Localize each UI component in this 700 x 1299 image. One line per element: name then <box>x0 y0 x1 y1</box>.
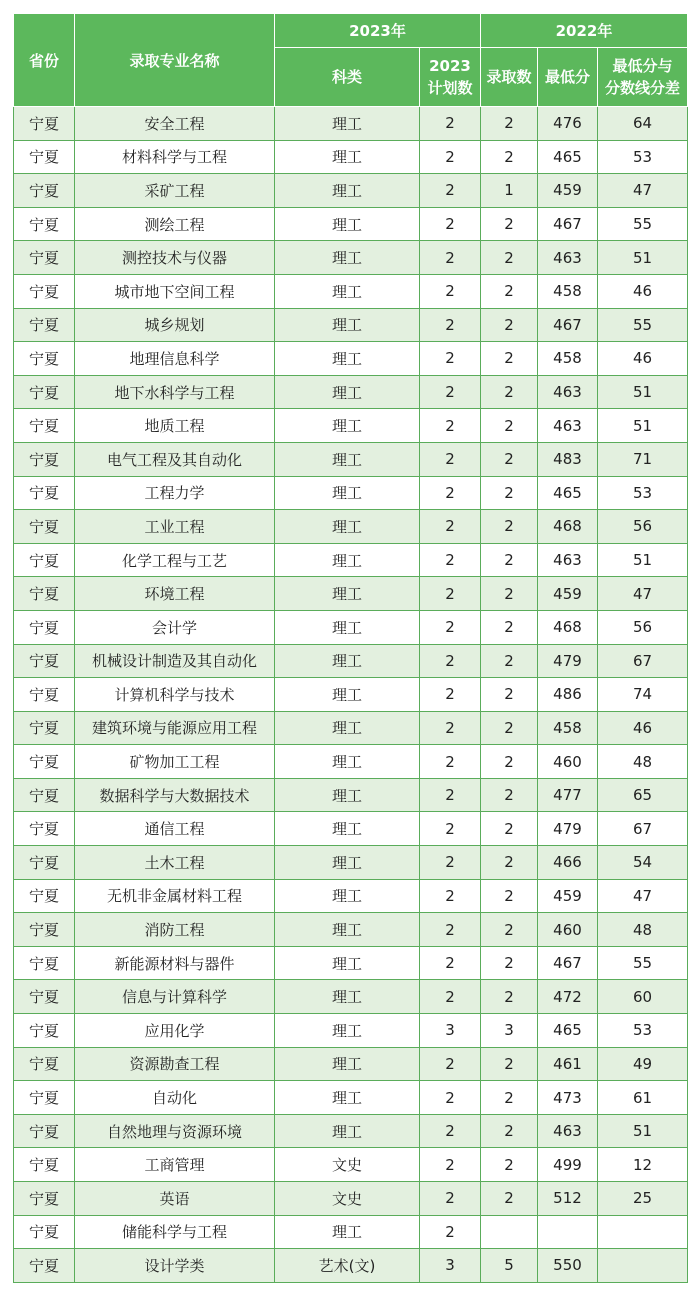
cell-province: 宁夏 <box>14 577 75 611</box>
table-row <box>14 1114 688 1148</box>
cell-min-score: 459 <box>538 879 598 913</box>
cell-category: 理工 <box>275 442 420 476</box>
cell-category: 理工 <box>275 644 420 678</box>
cell-plan: 2 <box>420 879 481 913</box>
cell-plan: 2 <box>420 745 481 779</box>
cell-plan: 2 <box>420 946 481 980</box>
cell-category: 理工 <box>275 510 420 544</box>
cell-major: 采矿工程 <box>75 174 275 208</box>
cell-min-score: 467 <box>538 946 598 980</box>
cell-category: 理工 <box>275 980 420 1014</box>
cell-score-diff: 49 <box>598 1047 688 1081</box>
cell-min-score: 459 <box>538 577 598 611</box>
cell-province: 宁夏 <box>14 1114 75 1148</box>
cell-score-diff: 47 <box>598 174 688 208</box>
table-row <box>14 274 688 308</box>
cell-category: 理工 <box>275 308 420 342</box>
cell-category: 理工 <box>275 375 420 409</box>
cell-major: 英语 <box>75 1182 275 1216</box>
cell-major: 城乡规划 <box>75 308 275 342</box>
cell-province: 宁夏 <box>14 207 75 241</box>
cell-plan: 3 <box>420 1249 481 1283</box>
cell-admitted: 2 <box>481 946 538 980</box>
cell-score-diff: 48 <box>598 913 688 947</box>
cell-score-diff: 64 <box>598 107 688 141</box>
table-row <box>14 207 688 241</box>
cell-plan: 2 <box>420 342 481 376</box>
cell-admitted <box>481 1215 538 1249</box>
cell-category: 理工 <box>275 241 420 275</box>
cell-major: 数据科学与大数据技术 <box>75 778 275 812</box>
cell-major: 电气工程及其自动化 <box>75 442 275 476</box>
cell-admitted: 2 <box>481 980 538 1014</box>
cell-score-diff: 51 <box>598 1114 688 1148</box>
cell-province: 宁夏 <box>14 711 75 745</box>
cell-province: 宁夏 <box>14 107 75 141</box>
cell-plan: 2 <box>420 1182 481 1216</box>
table-row <box>14 946 688 980</box>
cell-plan: 2 <box>420 308 481 342</box>
cell-score-diff: 55 <box>598 946 688 980</box>
cell-major: 计算机科学与技术 <box>75 678 275 712</box>
cell-province: 宁夏 <box>14 241 75 275</box>
table-row <box>14 980 688 1014</box>
cell-province: 宁夏 <box>14 879 75 913</box>
cell-plan: 2 <box>420 174 481 208</box>
cell-admitted: 2 <box>481 812 538 846</box>
cell-major: 会计学 <box>75 610 275 644</box>
cell-major: 安全工程 <box>75 107 275 141</box>
cell-category: 理工 <box>275 107 420 141</box>
cell-plan: 2 <box>420 1081 481 1115</box>
cell-admitted: 2 <box>481 745 538 779</box>
cell-plan: 2 <box>420 1114 481 1148</box>
cell-major: 资源勘查工程 <box>75 1047 275 1081</box>
cell-min-score: 467 <box>538 308 598 342</box>
table-row <box>14 1148 688 1182</box>
header-major: 录取专业名称 <box>75 14 275 107</box>
cell-min-score: 499 <box>538 1148 598 1182</box>
cell-min-score: 463 <box>538 241 598 275</box>
cell-admitted: 2 <box>481 778 538 812</box>
cell-category: 理工 <box>275 1114 420 1148</box>
cell-score-diff: 51 <box>598 543 688 577</box>
table-row <box>14 678 688 712</box>
cell-major: 环境工程 <box>75 577 275 611</box>
cell-plan: 2 <box>420 778 481 812</box>
header-score-diff <box>598 48 688 107</box>
cell-plan: 2 <box>420 610 481 644</box>
cell-min-score: 512 <box>538 1182 598 1216</box>
table-row <box>14 107 688 141</box>
header-admitted: 录取数 <box>481 48 538 107</box>
cell-min-score: 479 <box>538 812 598 846</box>
header-category: 科类 <box>275 48 420 107</box>
cell-score-diff: 56 <box>598 510 688 544</box>
cell-score-diff: 56 <box>598 610 688 644</box>
cell-min-score: 463 <box>538 543 598 577</box>
cell-major: 建筑环境与能源应用工程 <box>75 711 275 745</box>
cell-admitted: 2 <box>481 510 538 544</box>
cell-category: 理工 <box>275 946 420 980</box>
cell-admitted: 2 <box>481 342 538 376</box>
cell-score-diff: 48 <box>598 745 688 779</box>
cell-plan: 2 <box>420 1047 481 1081</box>
cell-admitted: 2 <box>481 577 538 611</box>
cell-plan: 2 <box>420 543 481 577</box>
cell-admitted: 2 <box>481 375 538 409</box>
cell-admitted: 2 <box>481 1148 538 1182</box>
cell-plan: 2 <box>420 140 481 174</box>
cell-admitted: 2 <box>481 442 538 476</box>
table-row <box>14 1081 688 1115</box>
cell-province: 宁夏 <box>14 846 75 880</box>
cell-admitted: 2 <box>481 207 538 241</box>
cell-admitted: 2 <box>481 1081 538 1115</box>
cell-major: 自动化 <box>75 1081 275 1115</box>
cell-min-score: 472 <box>538 980 598 1014</box>
cell-score-diff: 46 <box>598 342 688 376</box>
cell-province: 宁夏 <box>14 1081 75 1115</box>
table-row <box>14 1249 688 1283</box>
cell-category: 理工 <box>275 913 420 947</box>
table-row <box>14 543 688 577</box>
cell-score-diff: 47 <box>598 879 688 913</box>
cell-min-score: 468 <box>538 610 598 644</box>
cell-major: 工程力学 <box>75 476 275 510</box>
cell-province: 宁夏 <box>14 610 75 644</box>
cell-province: 宁夏 <box>14 812 75 846</box>
cell-province: 宁夏 <box>14 140 75 174</box>
cell-province: 宁夏 <box>14 644 75 678</box>
cell-score-diff: 46 <box>598 274 688 308</box>
cell-score-diff: 67 <box>598 812 688 846</box>
cell-plan: 2 <box>420 678 481 712</box>
cell-score-diff: 53 <box>598 140 688 174</box>
cell-province: 宁夏 <box>14 543 75 577</box>
cell-score-diff: 55 <box>598 207 688 241</box>
table-row <box>14 711 688 745</box>
cell-category: 理工 <box>275 140 420 174</box>
cell-plan: 2 <box>420 1148 481 1182</box>
cell-score-diff: 54 <box>598 846 688 880</box>
cell-category: 理工 <box>275 207 420 241</box>
cell-score-diff: 65 <box>598 778 688 812</box>
header-year-2023: 2023年 <box>275 14 481 48</box>
cell-province: 宁夏 <box>14 980 75 1014</box>
cell-admitted: 2 <box>481 879 538 913</box>
cell-min-score: 465 <box>538 1014 598 1048</box>
cell-major: 设计学类 <box>75 1249 275 1283</box>
cell-plan: 2 <box>420 241 481 275</box>
cell-plan: 2 <box>420 812 481 846</box>
header-year-2022: 2022年 <box>481 14 688 48</box>
cell-major: 测控技术与仪器 <box>75 241 275 275</box>
cell-admitted: 2 <box>481 644 538 678</box>
cell-category: 理工 <box>275 745 420 779</box>
cell-min-score: 465 <box>538 476 598 510</box>
table-row <box>14 476 688 510</box>
cell-major: 自然地理与资源环境 <box>75 1114 275 1148</box>
cell-major: 工业工程 <box>75 510 275 544</box>
cell-min-score: 476 <box>538 107 598 141</box>
cell-admitted: 2 <box>481 308 538 342</box>
cell-min-score: 483 <box>538 442 598 476</box>
cell-plan: 2 <box>420 409 481 443</box>
table-body <box>14 107 688 1283</box>
cell-category: 艺术(文) <box>275 1249 420 1283</box>
cell-min-score: 458 <box>538 342 598 376</box>
cell-major: 通信工程 <box>75 812 275 846</box>
table-row <box>14 913 688 947</box>
cell-category: 理工 <box>275 1047 420 1081</box>
cell-min-score <box>538 1215 598 1249</box>
cell-score-diff: 51 <box>598 241 688 275</box>
cell-min-score: 477 <box>538 778 598 812</box>
cell-category: 理工 <box>275 846 420 880</box>
cell-score-diff: 60 <box>598 980 688 1014</box>
cell-province: 宁夏 <box>14 778 75 812</box>
cell-category: 理工 <box>275 476 420 510</box>
cell-plan: 2 <box>420 107 481 141</box>
cell-min-score: 463 <box>538 1114 598 1148</box>
cell-plan: 2 <box>420 913 481 947</box>
cell-major: 新能源材料与器件 <box>75 946 275 980</box>
admission-table-container <box>13 13 687 1283</box>
cell-major: 无机非金属材料工程 <box>75 879 275 913</box>
cell-admitted: 2 <box>481 409 538 443</box>
cell-province: 宁夏 <box>14 1249 75 1283</box>
cell-province: 宁夏 <box>14 308 75 342</box>
cell-category: 理工 <box>275 879 420 913</box>
cell-min-score: 458 <box>538 711 598 745</box>
table-row <box>14 1047 688 1081</box>
cell-category: 理工 <box>275 577 420 611</box>
cell-score-diff: 51 <box>598 409 688 443</box>
cell-category: 理工 <box>275 1215 420 1249</box>
cell-province: 宁夏 <box>14 442 75 476</box>
cell-min-score: 460 <box>538 745 598 779</box>
cell-min-score: 479 <box>538 644 598 678</box>
cell-admitted: 2 <box>481 1114 538 1148</box>
admission-table <box>13 13 688 1283</box>
table-row <box>14 812 688 846</box>
table-row <box>14 174 688 208</box>
cell-plan: 2 <box>420 510 481 544</box>
cell-category: 理工 <box>275 711 420 745</box>
header-province: 省份 <box>14 14 75 107</box>
cell-admitted: 2 <box>481 711 538 745</box>
cell-score-diff: 25 <box>598 1182 688 1216</box>
cell-major: 机械设计制造及其自动化 <box>75 644 275 678</box>
cell-min-score: 458 <box>538 274 598 308</box>
cell-plan: 2 <box>420 274 481 308</box>
table-row <box>14 745 688 779</box>
cell-min-score: 463 <box>538 375 598 409</box>
cell-admitted: 2 <box>481 274 538 308</box>
cell-score-diff: 51 <box>598 375 688 409</box>
table-row <box>14 308 688 342</box>
cell-province: 宁夏 <box>14 678 75 712</box>
cell-score-diff: 55 <box>598 308 688 342</box>
cell-category: 理工 <box>275 409 420 443</box>
cell-province: 宁夏 <box>14 1014 75 1048</box>
cell-admitted: 2 <box>481 610 538 644</box>
cell-major: 地下水科学与工程 <box>75 375 275 409</box>
cell-major: 地理信息科学 <box>75 342 275 376</box>
cell-score-diff: 46 <box>598 711 688 745</box>
cell-min-score: 467 <box>538 207 598 241</box>
cell-score-diff: 53 <box>598 476 688 510</box>
cell-admitted: 2 <box>481 913 538 947</box>
cell-plan: 2 <box>420 442 481 476</box>
cell-admitted: 2 <box>481 678 538 712</box>
cell-major: 化学工程与工艺 <box>75 543 275 577</box>
cell-category: 理工 <box>275 1081 420 1115</box>
cell-score-diff: 71 <box>598 442 688 476</box>
cell-category: 理工 <box>275 342 420 376</box>
table-row <box>14 1014 688 1048</box>
table-row <box>14 577 688 611</box>
cell-province: 宁夏 <box>14 375 75 409</box>
cell-category: 理工 <box>275 778 420 812</box>
cell-province: 宁夏 <box>14 946 75 980</box>
table-row <box>14 644 688 678</box>
cell-category: 文史 <box>275 1148 420 1182</box>
header-diff-line1: 最低分与 <box>612 57 673 75</box>
cell-min-score: 459 <box>538 174 598 208</box>
cell-province: 宁夏 <box>14 745 75 779</box>
table-row <box>14 409 688 443</box>
header-plan-line1: 2023 <box>429 57 471 75</box>
cell-plan: 3 <box>420 1014 481 1048</box>
cell-province: 宁夏 <box>14 342 75 376</box>
cell-min-score: 468 <box>538 510 598 544</box>
cell-min-score: 465 <box>538 140 598 174</box>
cell-plan: 2 <box>420 846 481 880</box>
cell-major: 信息与计算科学 <box>75 980 275 1014</box>
cell-admitted: 2 <box>481 543 538 577</box>
cell-score-diff: 12 <box>598 1148 688 1182</box>
cell-score-diff: 47 <box>598 577 688 611</box>
cell-admitted: 2 <box>481 1182 538 1216</box>
cell-province: 宁夏 <box>14 1215 75 1249</box>
cell-province: 宁夏 <box>14 174 75 208</box>
cell-score-diff: 53 <box>598 1014 688 1048</box>
table-row <box>14 610 688 644</box>
cell-major: 储能科学与工程 <box>75 1215 275 1249</box>
cell-plan: 2 <box>420 980 481 1014</box>
cell-province: 宁夏 <box>14 1182 75 1216</box>
cell-score-diff <box>598 1249 688 1283</box>
cell-major: 工商管理 <box>75 1148 275 1182</box>
cell-admitted: 2 <box>481 140 538 174</box>
table-row <box>14 1182 688 1216</box>
cell-score-diff: 61 <box>598 1081 688 1115</box>
cell-plan: 2 <box>420 476 481 510</box>
cell-plan: 2 <box>420 577 481 611</box>
cell-score-diff: 74 <box>598 678 688 712</box>
cell-min-score: 550 <box>538 1249 598 1283</box>
cell-plan: 2 <box>420 1215 481 1249</box>
table-row <box>14 241 688 275</box>
cell-plan: 2 <box>420 375 481 409</box>
cell-category: 文史 <box>275 1182 420 1216</box>
table-row <box>14 778 688 812</box>
cell-major: 测绘工程 <box>75 207 275 241</box>
table-row <box>14 342 688 376</box>
table-row <box>14 510 688 544</box>
cell-province: 宁夏 <box>14 476 75 510</box>
table-header <box>14 14 688 107</box>
cell-plan: 2 <box>420 711 481 745</box>
cell-category: 理工 <box>275 1014 420 1048</box>
cell-score-diff <box>598 1215 688 1249</box>
cell-province: 宁夏 <box>14 510 75 544</box>
cell-category: 理工 <box>275 610 420 644</box>
cell-major: 应用化学 <box>75 1014 275 1048</box>
cell-category: 理工 <box>275 812 420 846</box>
table-row <box>14 140 688 174</box>
table-row <box>14 375 688 409</box>
cell-major: 材料科学与工程 <box>75 140 275 174</box>
cell-admitted: 2 <box>481 241 538 275</box>
cell-admitted: 2 <box>481 107 538 141</box>
cell-major: 土木工程 <box>75 846 275 880</box>
header-min-score: 最低分 <box>538 48 598 107</box>
table-row <box>14 1215 688 1249</box>
cell-min-score: 486 <box>538 678 598 712</box>
cell-category: 理工 <box>275 543 420 577</box>
cell-province: 宁夏 <box>14 409 75 443</box>
cell-category: 理工 <box>275 678 420 712</box>
table-row <box>14 879 688 913</box>
header-plan-line2: 计划数 <box>427 79 473 97</box>
cell-admitted: 2 <box>481 846 538 880</box>
cell-province: 宁夏 <box>14 913 75 947</box>
cell-admitted: 5 <box>481 1249 538 1283</box>
cell-admitted: 1 <box>481 174 538 208</box>
cell-min-score: 463 <box>538 409 598 443</box>
table-row <box>14 846 688 880</box>
header-plan <box>420 48 481 107</box>
table-row <box>14 442 688 476</box>
cell-plan: 2 <box>420 644 481 678</box>
cell-category: 理工 <box>275 274 420 308</box>
cell-min-score: 473 <box>538 1081 598 1115</box>
cell-min-score: 466 <box>538 846 598 880</box>
header-diff-line2: 分数线分差 <box>604 79 680 97</box>
cell-min-score: 460 <box>538 913 598 947</box>
cell-min-score: 461 <box>538 1047 598 1081</box>
cell-admitted: 2 <box>481 1047 538 1081</box>
cell-category: 理工 <box>275 174 420 208</box>
cell-admitted: 2 <box>481 476 538 510</box>
cell-major: 地质工程 <box>75 409 275 443</box>
cell-province: 宁夏 <box>14 1047 75 1081</box>
cell-province: 宁夏 <box>14 1148 75 1182</box>
cell-admitted: 3 <box>481 1014 538 1048</box>
cell-major: 城市地下空间工程 <box>75 274 275 308</box>
cell-plan: 2 <box>420 207 481 241</box>
cell-score-diff: 67 <box>598 644 688 678</box>
cell-province: 宁夏 <box>14 274 75 308</box>
cell-major: 矿物加工工程 <box>75 745 275 779</box>
cell-major: 消防工程 <box>75 913 275 947</box>
